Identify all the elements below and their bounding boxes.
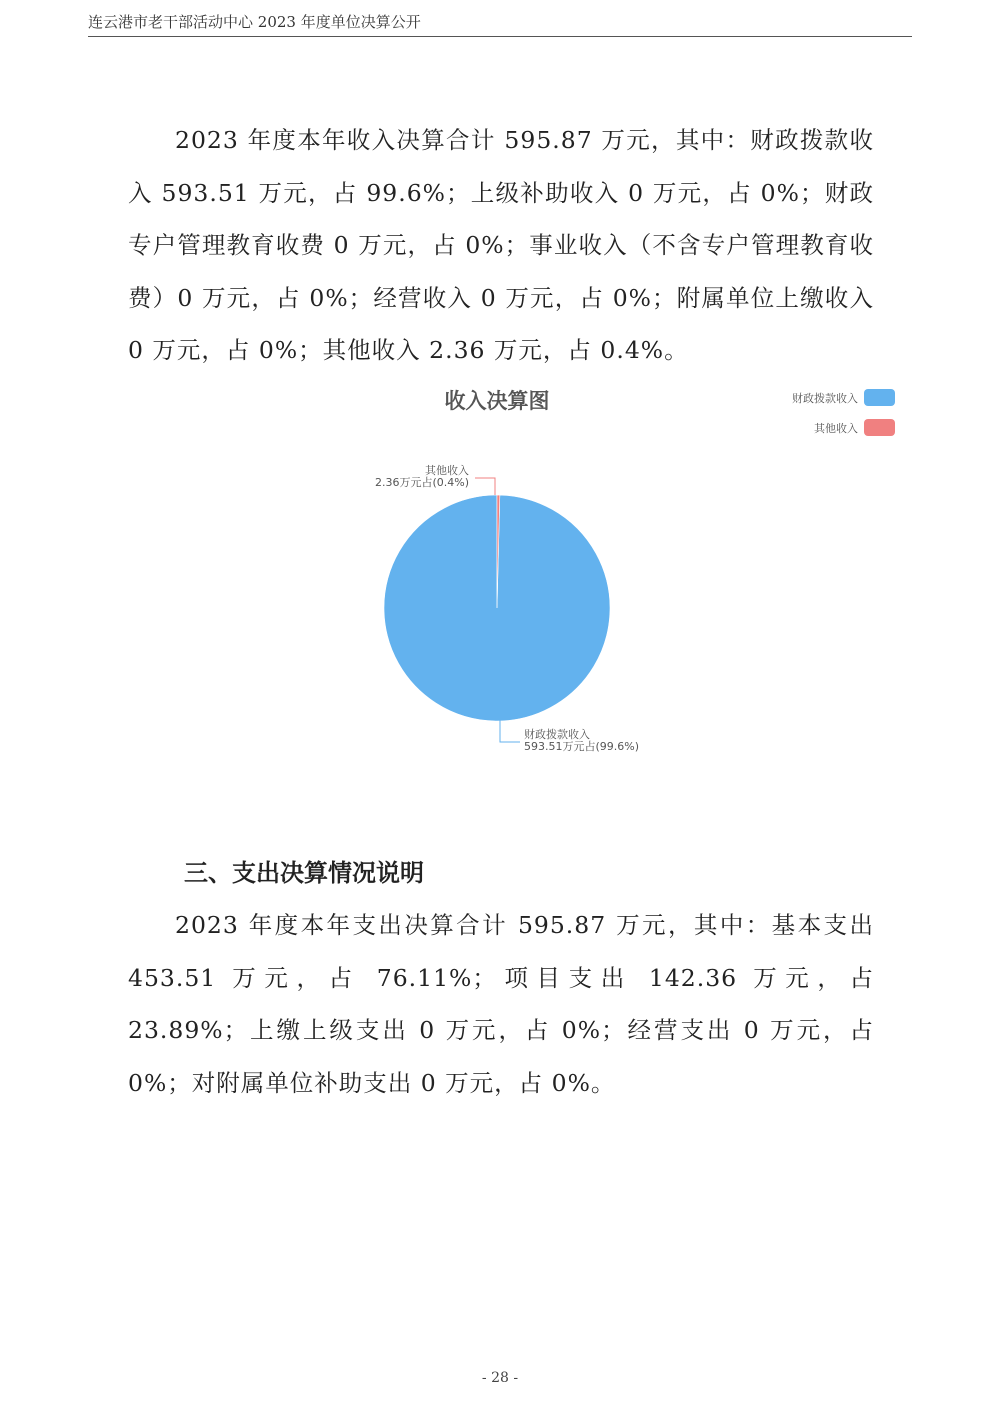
pie-slices [384, 495, 610, 721]
legend-swatch-1 [864, 419, 895, 436]
label-line-fiscal [500, 719, 520, 742]
chart-legend [792, 389, 895, 436]
income-pie-chart [0, 370, 1000, 790]
label-line-other [475, 478, 495, 495]
page-header [88, 12, 912, 37]
legend-label-0: 财政拨款收入 [792, 392, 858, 405]
slice-label-other-name: 其他收入 [425, 464, 469, 477]
chart-title: 收入决算图 [444, 389, 550, 413]
header-title: 连云港市老干部活动中心 2023 年度单位决算公开 [88, 13, 421, 31]
legend-label-1: 其他收入 [814, 422, 858, 435]
expense-paragraph: 2023 年度本年支出决算合计 595.87 万元，其中：基本支出 453.51 万元，占 76.11%；项目支出 142.36 万元，占 23.89%；上缴上级支出 0 万元，占 0%；经营支出 0 万元，占 0%；对附属单位补助支出 0 万元，占 0%。 [128, 911, 874, 1097]
slice-label-fiscal-name: 财政拨款收入 [524, 728, 590, 741]
slice-label-other-value: 2.36万元占(0.4%) [374, 476, 469, 489]
legend-swatch-0 [864, 389, 895, 406]
page-number: - 28 - [481, 1370, 519, 1386]
slice-label-fiscal-value: 593.51万元占(99.6%) [524, 740, 640, 753]
section3-title: 三、支出决算情况说明 [184, 859, 424, 887]
income-paragraph: 2023 年度本年收入决算合计 595.87 万元，其中：财政拨款收入 593.51 万元，占 99.6%；上级补助收入 0 万元，占 0%；财政专户管理教育收费 0 万元，占 0%；事业收入（不含专户管理教育收费）0 万元，占 0%；经营收入 0 万元，占 0%；附属单位上缴收入 0 万元，占 0%；其他收入 2.36 万元，占 0.4%。 [128, 126, 874, 364]
